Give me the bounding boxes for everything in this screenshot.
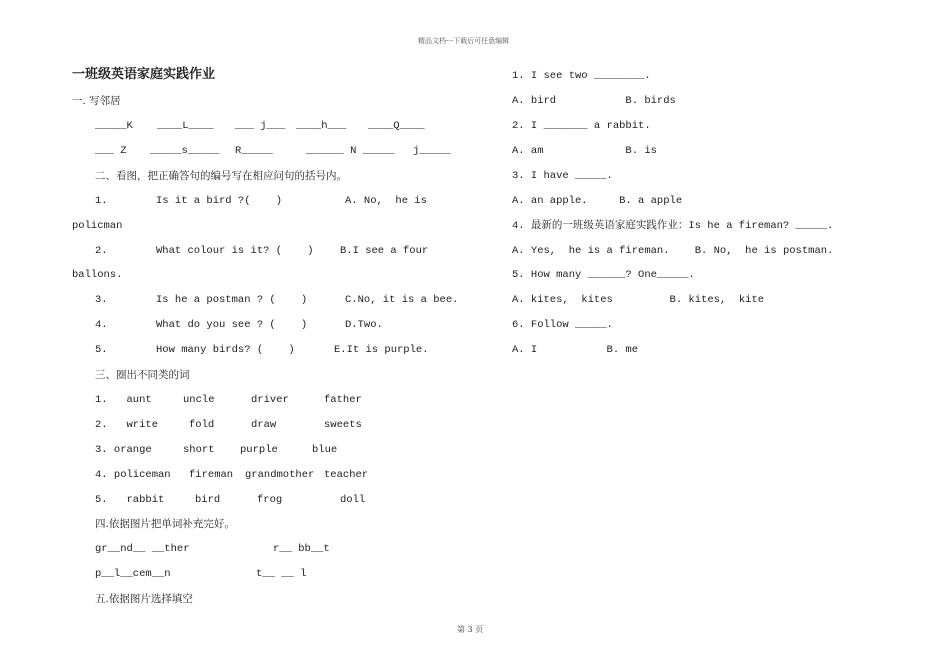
blank-item: R_____ xyxy=(235,145,273,157)
section3-heading: 三、圈出不同类的词 xyxy=(95,369,190,381)
fill-word: r__ bb__t xyxy=(273,543,330,555)
answer-continuation: ballons. xyxy=(72,269,123,281)
question-line: 3. I have _____. xyxy=(512,170,613,182)
blank-item: j_____ xyxy=(413,145,451,157)
answer-text: E.It is purple. xyxy=(334,344,429,356)
word-item: bird xyxy=(195,494,221,506)
answer-text: D.Two. xyxy=(345,319,383,331)
answer-continuation: policman xyxy=(72,220,123,232)
section4-heading: 四.依据图片把单词补充完好。 xyxy=(95,518,235,530)
word-item: fireman xyxy=(189,469,234,481)
word-item: driver xyxy=(251,394,289,406)
word-item: 4. policeman xyxy=(95,469,171,481)
question-text: How many birds? ( ) xyxy=(156,344,295,356)
question-line: 1. I see two ________. xyxy=(512,70,651,82)
word-item: 5. rabbit xyxy=(95,494,165,506)
word-item: short xyxy=(183,444,215,456)
fill-word: gr__nd__ __ther xyxy=(95,543,190,555)
blank-item: ___ j___ xyxy=(235,120,286,132)
section1-heading: 一. 写邻居 xyxy=(72,95,121,107)
word-item: purple xyxy=(240,444,278,456)
word-item: fold xyxy=(189,419,215,431)
question-text: Is it a bird ?( ) xyxy=(156,195,283,207)
question-number: 4. xyxy=(95,319,108,331)
section5-heading: 五.依据图片选择填空 xyxy=(95,593,193,605)
word-item: 2. write xyxy=(95,419,159,431)
options-line: A. bird B. birds xyxy=(512,95,676,107)
word-item: 1. aunt xyxy=(95,394,152,406)
word-item: uncle xyxy=(183,394,215,406)
question-text: What do you see ? ( ) xyxy=(156,319,308,331)
options-line: A. kites, kites B. kites, kite xyxy=(512,294,765,306)
answer-text: C.No, it is a bee. xyxy=(345,294,459,306)
options-line: A. an apple. B. a apple xyxy=(512,195,683,207)
word-item: father xyxy=(324,394,362,406)
answer-text: A. No, he is xyxy=(345,195,427,207)
question-line: 2. I _______ a rabbit. xyxy=(512,120,651,132)
answer-text: B.I see a four xyxy=(340,245,429,257)
blank-item: ___ Z xyxy=(95,145,127,157)
section2-heading: 二、看图，把正确答句的编号写在相应问句的括号内。 xyxy=(95,170,347,182)
blank-item: _____K xyxy=(95,120,133,132)
worksheet-title: 一班级英语家庭实践作业 xyxy=(72,67,216,82)
options-line: A. Yes, he is a fireman. B. No, he is postman. xyxy=(512,245,834,257)
word-item: sweets xyxy=(324,419,362,431)
question-line: 6. Follow _____. xyxy=(512,319,613,331)
word-item: teacher xyxy=(324,469,369,481)
question-text: Is he a postman ? ( ) xyxy=(156,294,308,306)
word-item: grandmother xyxy=(245,469,315,481)
word-item: draw xyxy=(251,419,277,431)
word-item: frog xyxy=(257,494,283,506)
blank-item: _____s_____ xyxy=(150,145,220,157)
blank-item: ____h___ xyxy=(296,120,347,132)
fill-word: t__ __ l xyxy=(256,568,307,580)
question-text: What colour is it? ( ) xyxy=(156,245,314,257)
question-line: 5. How many ______? One_____. xyxy=(512,269,695,281)
question-line: 4. 最新的一班级英语家庭实践作业：Is he a fireman? _____. xyxy=(512,220,834,232)
options-line: A. I B. me xyxy=(512,344,639,356)
blank-item: ____L____ xyxy=(157,120,214,132)
page-number: 第 3 页 xyxy=(457,625,484,634)
page-header: 精品文档---下载后可任意编辑 xyxy=(418,37,510,45)
question-number: 3. xyxy=(95,294,108,306)
word-item: doll xyxy=(340,494,366,506)
word-item: 3. orange xyxy=(95,444,152,456)
question-number: 5. xyxy=(95,344,108,356)
question-number: 2. xyxy=(95,245,108,257)
options-line: A. am B. is xyxy=(512,145,657,157)
fill-word: p__l__cem__n xyxy=(95,568,171,580)
word-item: blue xyxy=(312,444,338,456)
blank-item: ______ N _____ xyxy=(306,145,395,157)
blank-item: ____Q____ xyxy=(368,120,425,132)
question-number: 1. xyxy=(95,195,108,207)
